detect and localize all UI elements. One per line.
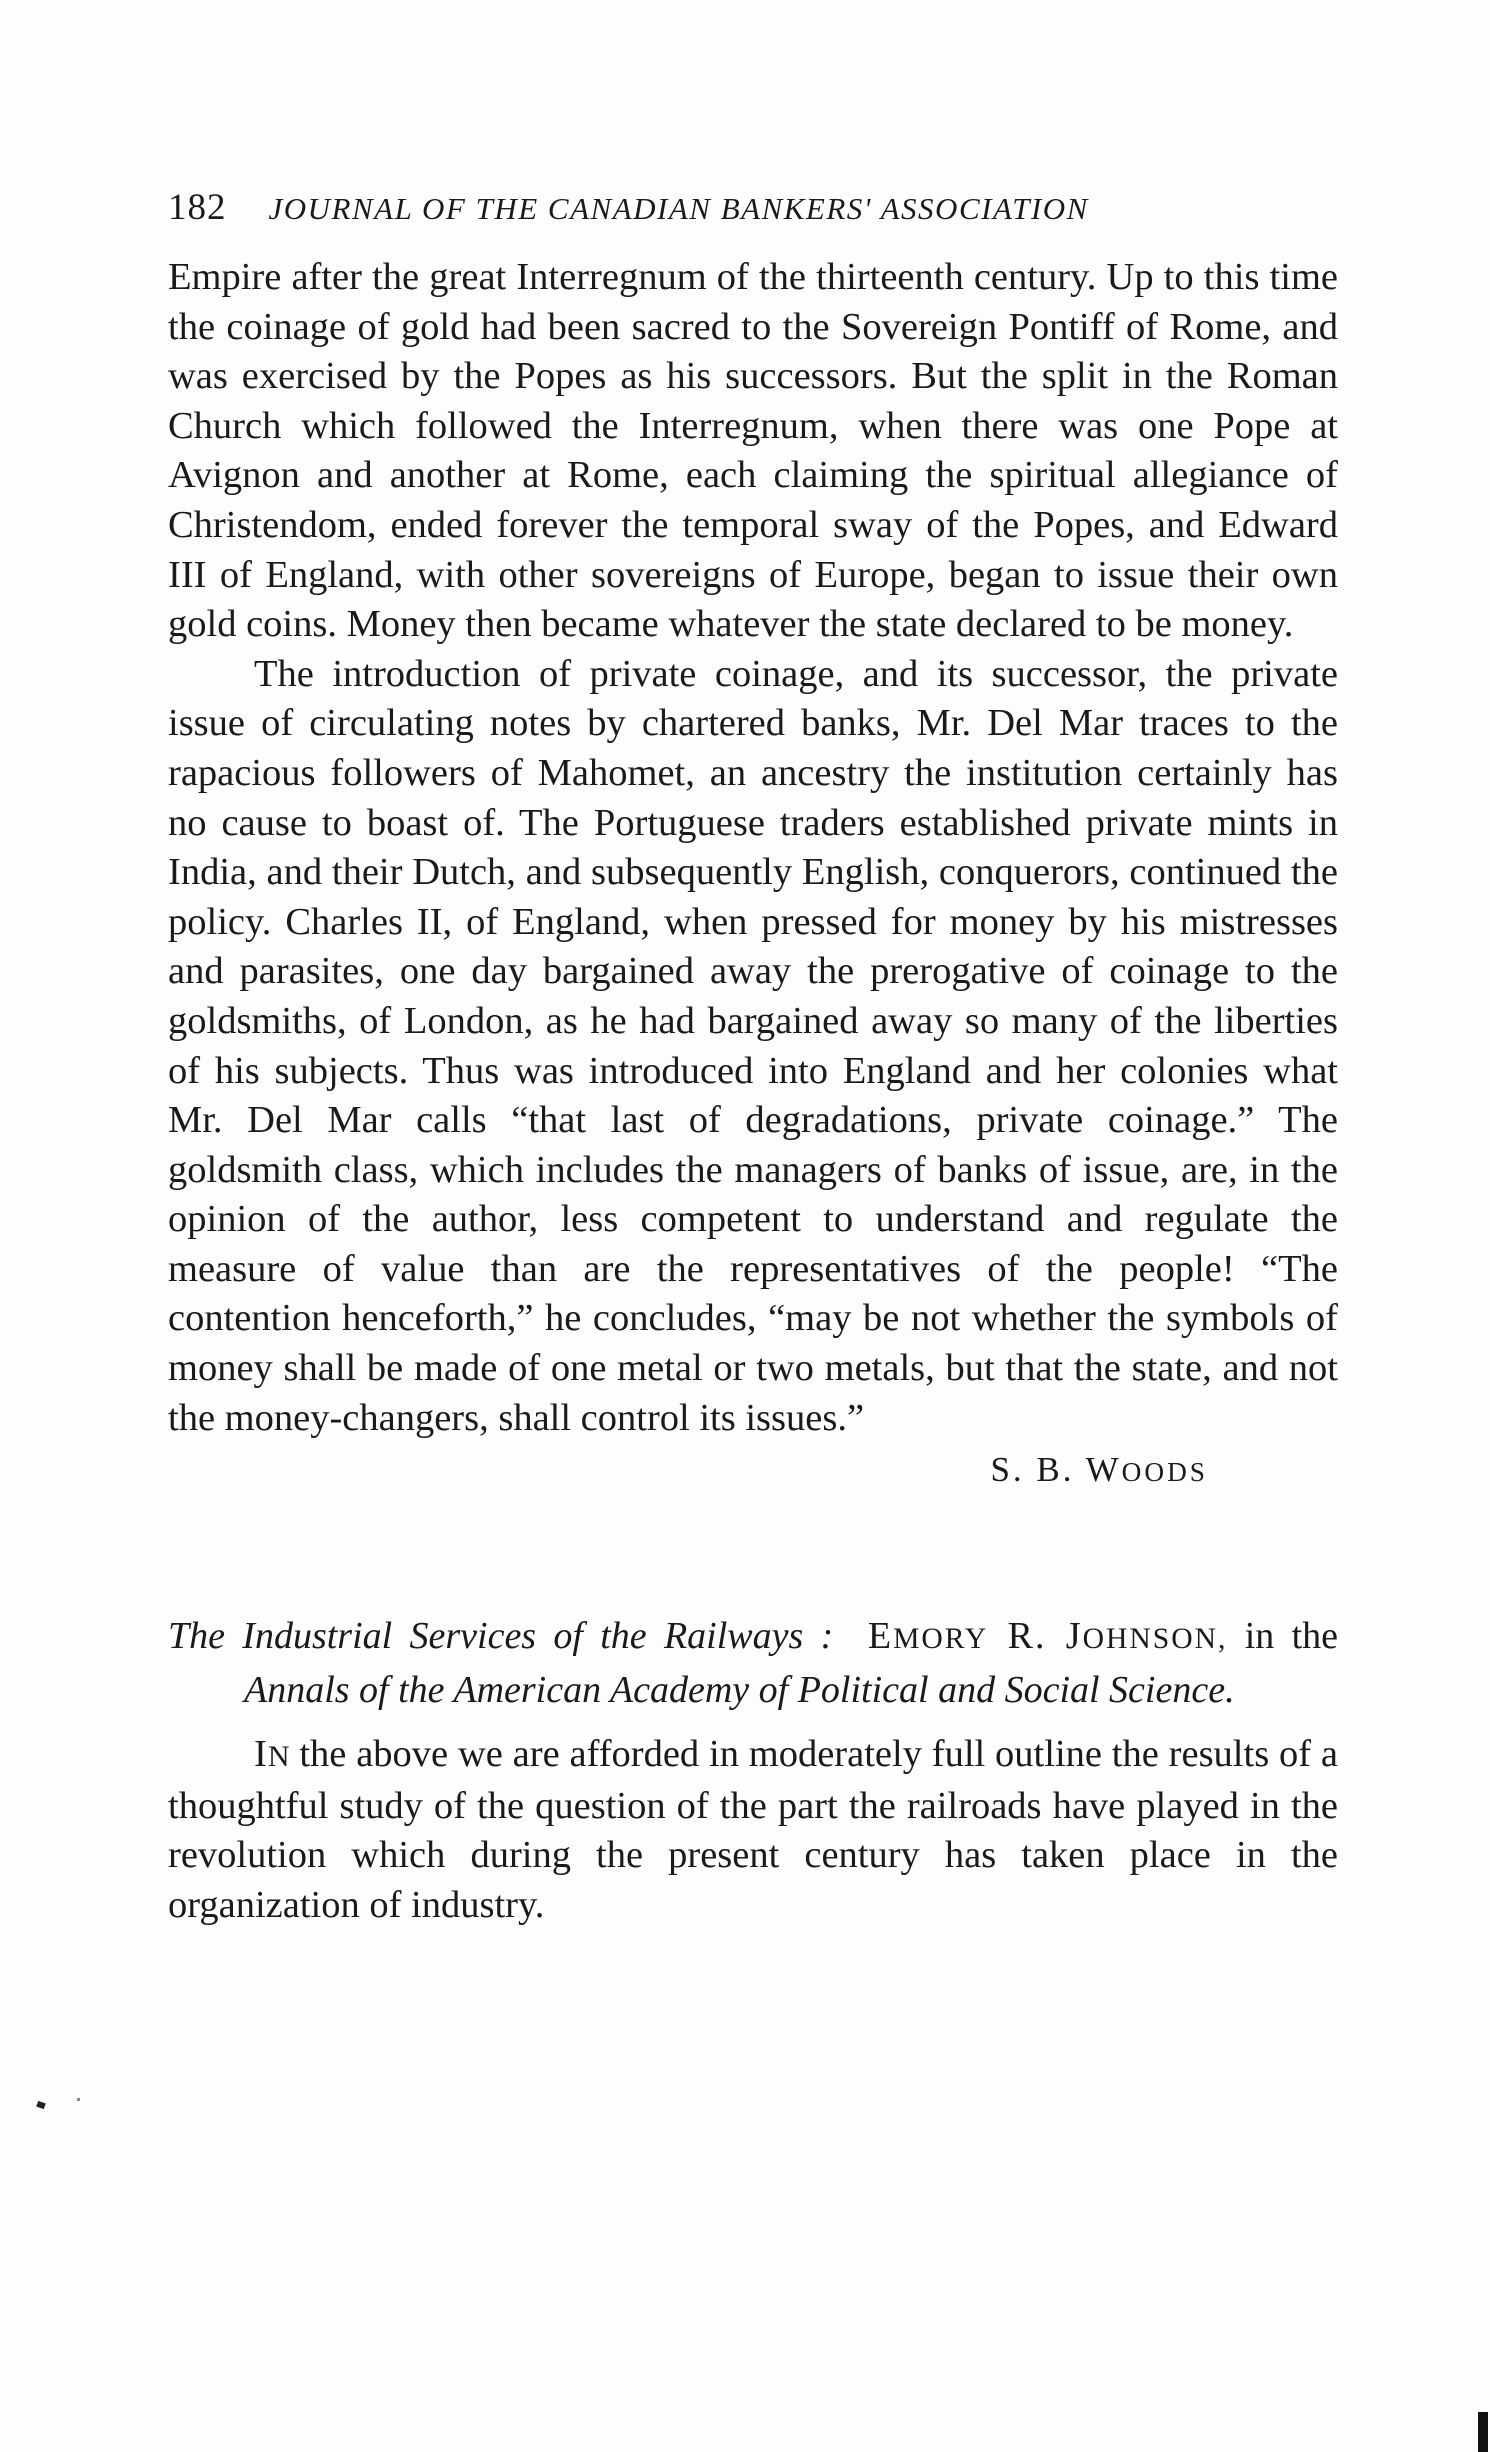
review-publication: Annals of the American Academy of Political and Social Science.: [244, 1669, 1235, 1712]
review-paragraph: [168, 1730, 1338, 1930]
scan-edge-speck: [1478, 2412, 1488, 2452]
review-author: [868, 1615, 1228, 1657]
review-heading: [168, 1611, 1338, 1716]
review-dropcap-rest: N: [267, 1740, 290, 1774]
running-title: JOURNAL OF THE CANADIAN BANKERS' ASSOCIATION: [268, 191, 1089, 226]
review-body-text: the above we are afforded in moderately full outline the results of a thoughtful study of the question of the part the railroads have played in the revolution which during the present century has taken place in the organization of industry.: [168, 1733, 1338, 1927]
page: [168, 186, 1338, 1931]
author-last-initial: J: [1065, 1615, 1083, 1658]
margin-ink-mark: [36, 2101, 46, 2109]
signature: [168, 1445, 1338, 1497]
author-first-initial: E: [867, 1615, 894, 1658]
margin-ink-dot: [77, 2098, 80, 2101]
paragraph-1: Empire after the great Interregnum of the thirteenth century. Up to this time the coinage of gold had been sacred to the Sovereign Pontiff of Rome, and was exercised by the Popes as his successors. But the split in the Roman Church which followed the Interregnum, when there was one Pope at Avignon and another at Rome, each claiming the spiritual allegiance of Christendom, ended forever the temporal sway of the Popes, and Edward III of England, with other sovereigns of Europe, began to issue their own gold coins. Money then became whatever the state declared to be money.: [168, 256, 1338, 646]
review-in-text: in the: [1244, 1615, 1339, 1658]
signature-initials: S. B. W: [990, 1450, 1122, 1490]
author-last-rest: OHNSON,: [1082, 1623, 1228, 1656]
page-number: 182: [168, 187, 227, 228]
author-middle: R.: [1007, 1615, 1047, 1658]
review-title: The Industrial Services of the Railways :: [168, 1615, 834, 1658]
running-header: [168, 186, 1338, 229]
signature-surname-rest: OODS: [1121, 1457, 1208, 1488]
author-first-rest: MORY: [893, 1623, 989, 1656]
review-dropcap: I: [254, 1733, 268, 1776]
article-body: [168, 253, 1338, 1443]
paragraph-2: The introduction of private coinage, and its successor, the private issue of circulating notes by chartered banks, Mr. Del Mar traces to the rapacious followers of Mahomet, an ancestry the institution certainly has no cause to boast of. The Portuguese traders established private mints in India, and their Dutch, and subsequently English, conquerors, continued the policy. Charles II, of England, when pressed for money by his mistresses and parasites, one day bargained away the prerogative of coinage to the goldsmiths, of London, as he had bargained away so many of the liberties of his subjects. Thus was introduced into England and her colonies what Mr. Del Mar calls “that last of degradations, private coinage.” The goldsmith class, which includes the managers of banks of issue, are, in the opinion of the author, less competent to understand and regulate the measure of value than are the representatives of the people! “The contention henceforth,” he concludes, “may be not whether the symbols of money shall be made of one metal or two metals, but that the state, and not the money-changers, shall control its issues.”: [168, 652, 1338, 1439]
review-body: [168, 1730, 1338, 1930]
